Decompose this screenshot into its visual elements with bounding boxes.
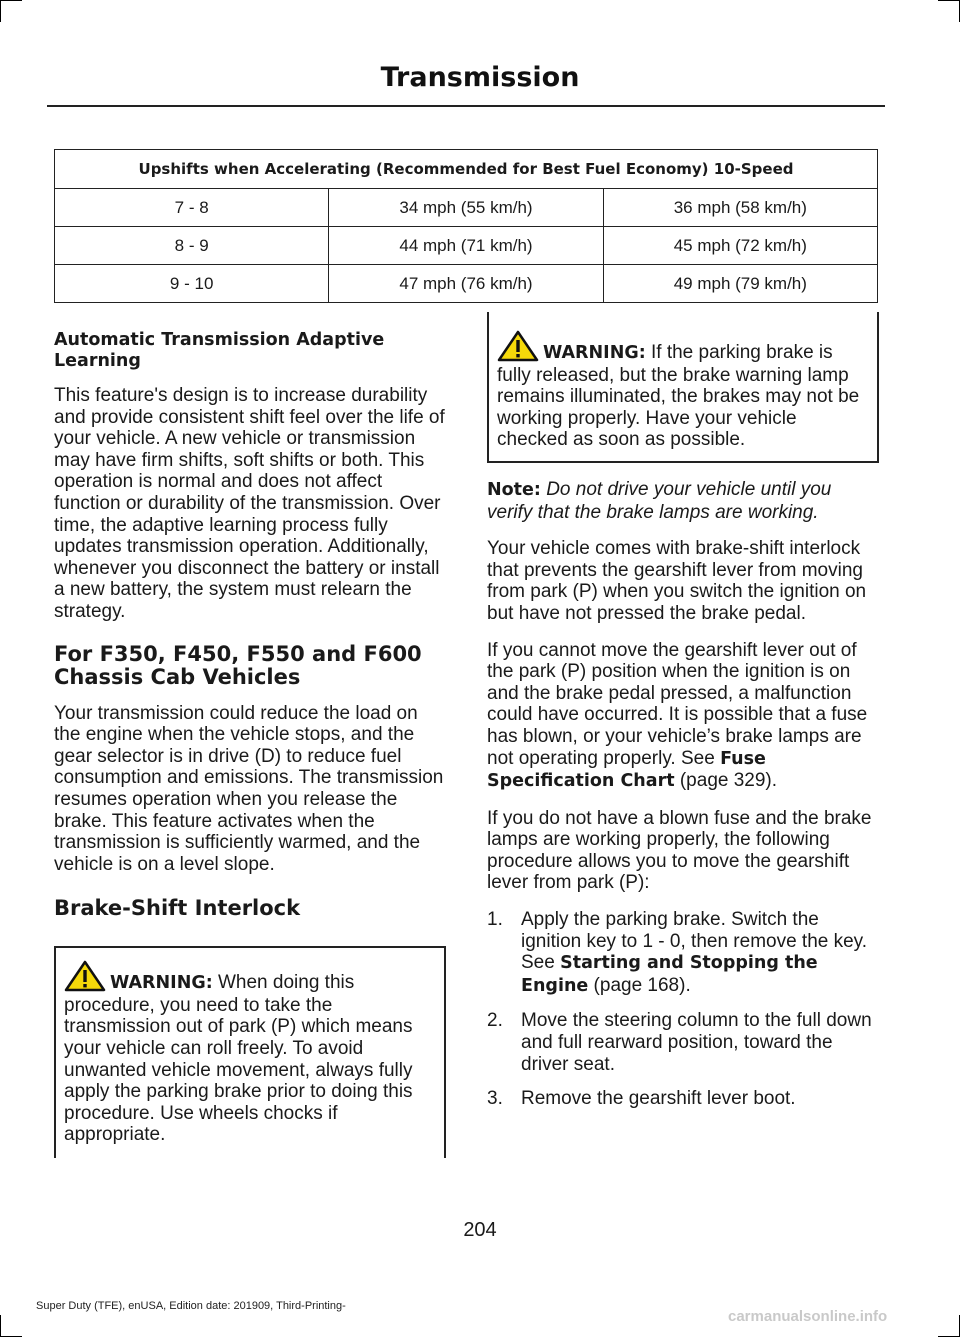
crop-mark xyxy=(0,0,22,1)
table-row xyxy=(55,265,878,303)
procedure-intro-paragraph: If you do not have a blown fuse and the brake lamps are working properly, the following procedure allows you to move the gearshift lever from park (P): xyxy=(487,807,872,894)
table-cell: 44 mph (71 km/h) xyxy=(329,227,603,265)
brake-shift-interlock-heading: Brake-Shift Interlock xyxy=(54,896,301,921)
warning-text: When doing this procedure, you need to take the transmission out of park (P) which means your vehicle can roll freely. To avoid unwanted vehicle movement, always fully apply the parking brake prior to doing this procedure. Use wheels chocks if appropriate. xyxy=(64,972,413,1146)
warning-label: WARNING: xyxy=(110,973,213,994)
warning-label: WARNING: xyxy=(543,343,646,363)
table-caption: Upshifts when Accelerating (Recommended for Best Fuel Economy) 10-Speed xyxy=(55,150,878,189)
note-label: Note: xyxy=(487,479,541,500)
right-column xyxy=(487,312,879,1123)
table-row xyxy=(55,189,878,227)
malfunction-paragraph: If you cannot move the gearshift lever out of the park (P) position when the ignition is on and the brake pedal pressed, a malfunction could have occurred. It is possible that a fuse has blown, or your vehicle’s brake lamps are not operating properly. See Fuse Specification Chart (page 329). xyxy=(487,639,868,792)
adaptive-learning-heading: Automatic Transmission Adaptive Learning xyxy=(54,330,385,371)
crop-mark xyxy=(938,0,960,1)
table-cell: 45 mph (72 km/h) xyxy=(603,227,877,265)
left-column xyxy=(54,330,446,1174)
footer-text: Super Duty (TFE), enUSA, Edition date: 201909, Third-Printing- xyxy=(36,1300,346,1312)
adaptive-learning-paragraph: This feature's design is to increase durability and provide consistent shift feel over the life of your vehicle. A new vehicle or transmission may have firm shifts, soft shifts or both. This operation is normal and does not affect function or durability of the transmission. Over time, the adaptive learning process fully updates transmission operation. Additionally, whenever you disconnect the battery or install a new battery, the system must relearn the strategy. xyxy=(54,385,445,622)
note-text: Do not drive your vehicle until you verify that the brake lamps are working. xyxy=(487,478,832,523)
table-cell: 9 - 10 xyxy=(55,265,329,303)
crop-mark xyxy=(0,0,1,22)
interlock-paragraph: Your vehicle comes with brake-shift interlock that prevents the gearshift lever from moving from park (P) when you switch the ignition on but have not pressed the brake pedal. xyxy=(487,538,867,624)
warning-box xyxy=(54,946,446,1158)
starting-stopping-link[interactable]: Starting and Stopping the Engine xyxy=(521,953,818,996)
upshift-table xyxy=(54,149,878,303)
crop-mark xyxy=(0,1315,1,1337)
list-item: 3. Remove the gearshift lever boot. xyxy=(487,1088,796,1110)
table-row xyxy=(55,227,878,265)
table-cell: 47 mph (76 km/h) xyxy=(329,265,603,303)
procedure-steps xyxy=(487,909,879,1110)
warning-triangle-icon xyxy=(64,960,106,992)
table-cell: 36 mph (58 km/h) xyxy=(603,189,877,227)
table-cell: 34 mph (55 km/h) xyxy=(329,189,603,227)
table-cell: 7 - 8 xyxy=(55,189,329,227)
chassis-cab-heading: For F350, F450, F550 and F600 Chassis Cab Vehicles xyxy=(54,641,422,689)
warning-box xyxy=(487,312,879,463)
fuse-chart-link[interactable]: Fuse Specification Chart xyxy=(487,748,766,792)
warning-triangle-icon xyxy=(497,330,539,362)
page-title: Transmission xyxy=(380,62,580,93)
list-item: 2. Move the steering column to the full down and full rearward position, toward the driver seat. xyxy=(487,1010,872,1075)
note-paragraph xyxy=(487,479,879,523)
page-number: 204 xyxy=(463,1219,497,1241)
header-rule xyxy=(47,105,885,107)
table-cell: 8 - 9 xyxy=(55,227,329,265)
chassis-cab-paragraph: Your transmission could reduce the load on the engine when the vehicle stops, and the gear selector is in drive (D) to reduce fuel consumption and emissions. The transmission resumes operation when you release the brake. This feature activates when the transmission is sufficiently warmed, and the vehicle is on a level slope. xyxy=(54,702,444,875)
warning-text: If the parking brake is fully released, but the brake warning lamp remains illuminated, the brakes may not be working properly. Have your vehicle checked as soon as possible. xyxy=(497,342,860,451)
table-cell: 49 mph (79 km/h) xyxy=(603,265,877,303)
watermark: carmanualsonline.info xyxy=(728,1308,888,1325)
list-item: 1. Apply the parking brake. Switch the ignition key to 1 - 0, then remove the key. See Starting and Stopping the Engine (page 168). xyxy=(487,909,868,996)
